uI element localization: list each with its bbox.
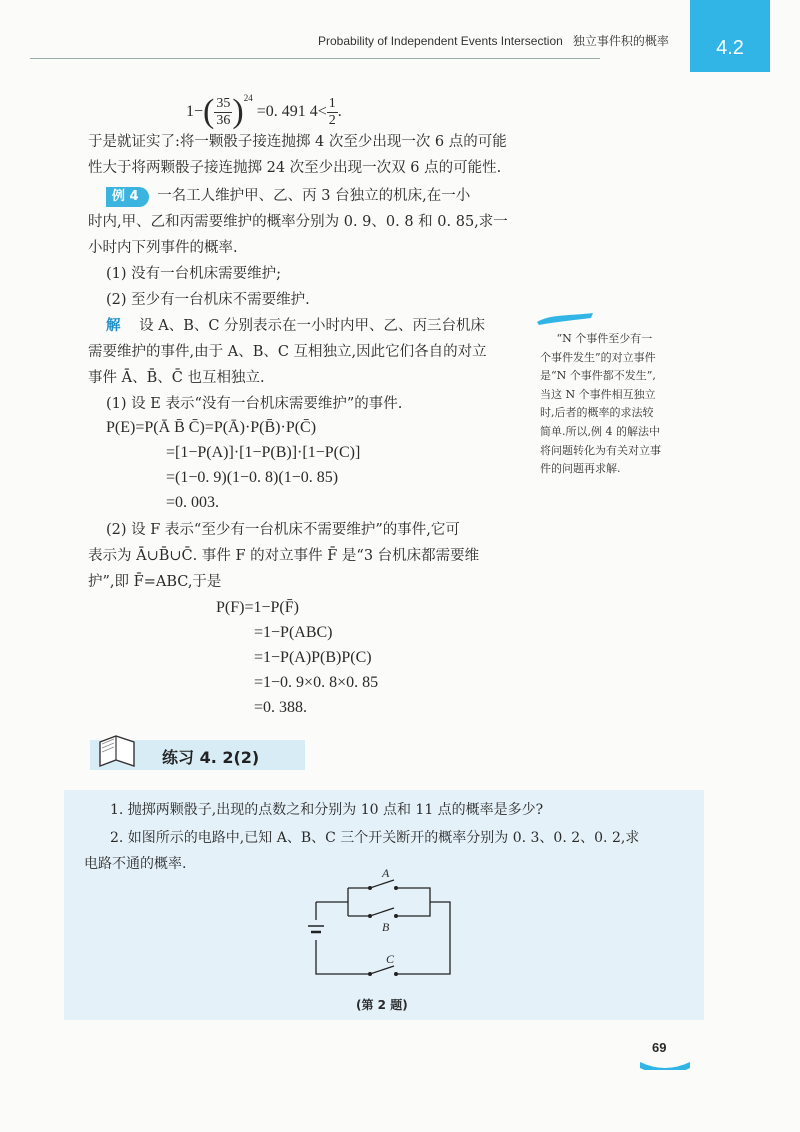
fraction-half: 1 2: [328, 95, 336, 128]
sidenote-line: 当这 N 个事件相互独立: [540, 387, 656, 401]
sidenote-line: “N 个事件至少有一: [556, 332, 653, 345]
part1-step: =(1−0. 9)(1−0. 8)(1−0. 85): [166, 469, 339, 486]
paragraph-line: 性大于将两颗骰子接连抛掷 24 次至少出现一次双 6 点的可能性.: [88, 160, 502, 176]
brush-stroke-icon: [535, 312, 595, 326]
part1-step: =0. 003.: [166, 494, 220, 511]
example-line: 小时内下列事件的概率.: [88, 240, 238, 256]
example-line: 时内,甲、乙和丙需要维护的概率分别为 0. 9、0. 8 和 0. 85,求一: [88, 214, 508, 230]
sidenote-line: 个事件发生”的对立事件: [540, 350, 656, 364]
formula-lead: 1−: [186, 103, 204, 120]
exercise-question-1: 1. 抛掷两颗骰子,出现的点数之和分别为 10 点和 11 点的概率是多少?: [110, 802, 544, 818]
exercise-question-2-cont: 电路不通的概率.: [84, 856, 187, 872]
header-rule: [30, 58, 600, 59]
sidenote-line: 件的问题再求解.: [540, 462, 621, 476]
fraction-35-36: 35 36: [216, 95, 231, 128]
switch-b-label: B: [382, 920, 390, 934]
section-tab: [690, 0, 770, 72]
example-question: (2) 至少有一台机床不需要维护.: [106, 292, 310, 308]
part2-step: =1−0. 9×0. 8×0. 85: [254, 674, 379, 691]
sidenote-line: 将问题转化为有关对立事: [540, 443, 661, 457]
top-formula: 1− ( 35 36 ) 24 =0. 491 4< 1 2 .: [186, 93, 342, 130]
part1-intro: (1) 设 E 表示“没有一台机床需要维护”的事件.: [106, 396, 403, 412]
solution-label: 解: [106, 317, 121, 334]
part2-step: =1−P(ABC): [254, 624, 333, 641]
part1-step: =[1−P(A)]·[1−P(B)]·[1−P(C)]: [166, 444, 361, 461]
paragraph-line: 于是就证实了:将一颗骰子接连抛掷 4 次至少出现一次 6 点的可能: [88, 134, 507, 150]
part2-step: P(F)=1−P(F̄): [216, 599, 299, 616]
switch-a-label: A: [382, 866, 390, 880]
sidenote-line: 是“N 个事件都不发生”,: [540, 369, 656, 383]
formula-exponent: 24: [243, 93, 253, 103]
figure-caption: (第 2 题): [356, 998, 408, 1012]
part1-step: P(E)=P(Ā B̄ C̄)=P(Ā)·P(B̄)·P(C̄): [106, 419, 317, 436]
part2-line: 护”,即 F̄=ABC,于是: [88, 574, 222, 590]
header-title-en: Probability of Independent Events Intersection: [318, 34, 563, 48]
example-line: 例 4 一名工人维护甲、乙、丙 3 台独立的机床,在一小: [106, 186, 470, 207]
formula-value: =0. 491 4<: [256, 103, 327, 120]
sidenote-line: 简单.所以,例 4 的解法中: [540, 424, 660, 438]
sidenote: [540, 330, 672, 479]
page-number: 69: [652, 1040, 667, 1055]
section-number: 4.2: [716, 37, 744, 59]
example-badge: 例 4: [106, 187, 149, 207]
book-icon: [96, 730, 138, 770]
example-question: (1) 没有一台机床需要维护;: [106, 266, 282, 282]
header-title-cn: 独立事件积的概率: [572, 34, 669, 48]
exercise-question-2: 2. 如图所示的电路中,已知 A、B、C 三个开关断开的概率分别为 0. 3、0. 2、0. 2,求: [110, 830, 640, 846]
part2-step: =0. 388.: [254, 699, 308, 716]
part2-step: =1−P(A)P(B)P(C): [254, 649, 372, 666]
solution-line: 解 设 A、B、C 分别表示在一小时内甲、乙、丙三台机床: [106, 317, 486, 334]
exercise-title: 练习 4. 2(2): [162, 748, 260, 767]
solution-line: 事件 Ā、B̄、C̄ 也互相独立.: [88, 370, 265, 386]
sidenote-line: 时,后者的概率的求法较: [540, 406, 654, 420]
running-header: [318, 32, 669, 49]
part2-line: 表示为 Ā∪B̄∪C̄. 事件 F 的对立事件 F̄ 是“3 台机床都需要维: [88, 548, 480, 564]
switch-c-label: C: [386, 952, 395, 966]
solution-line: 需要维护的事件,由于 A、B、C 互相独立,因此它们各自的对立: [88, 344, 487, 360]
part2-line: (2) 设 F 表示“至少有一台机床不需要维护”的事件,它可: [106, 522, 460, 538]
